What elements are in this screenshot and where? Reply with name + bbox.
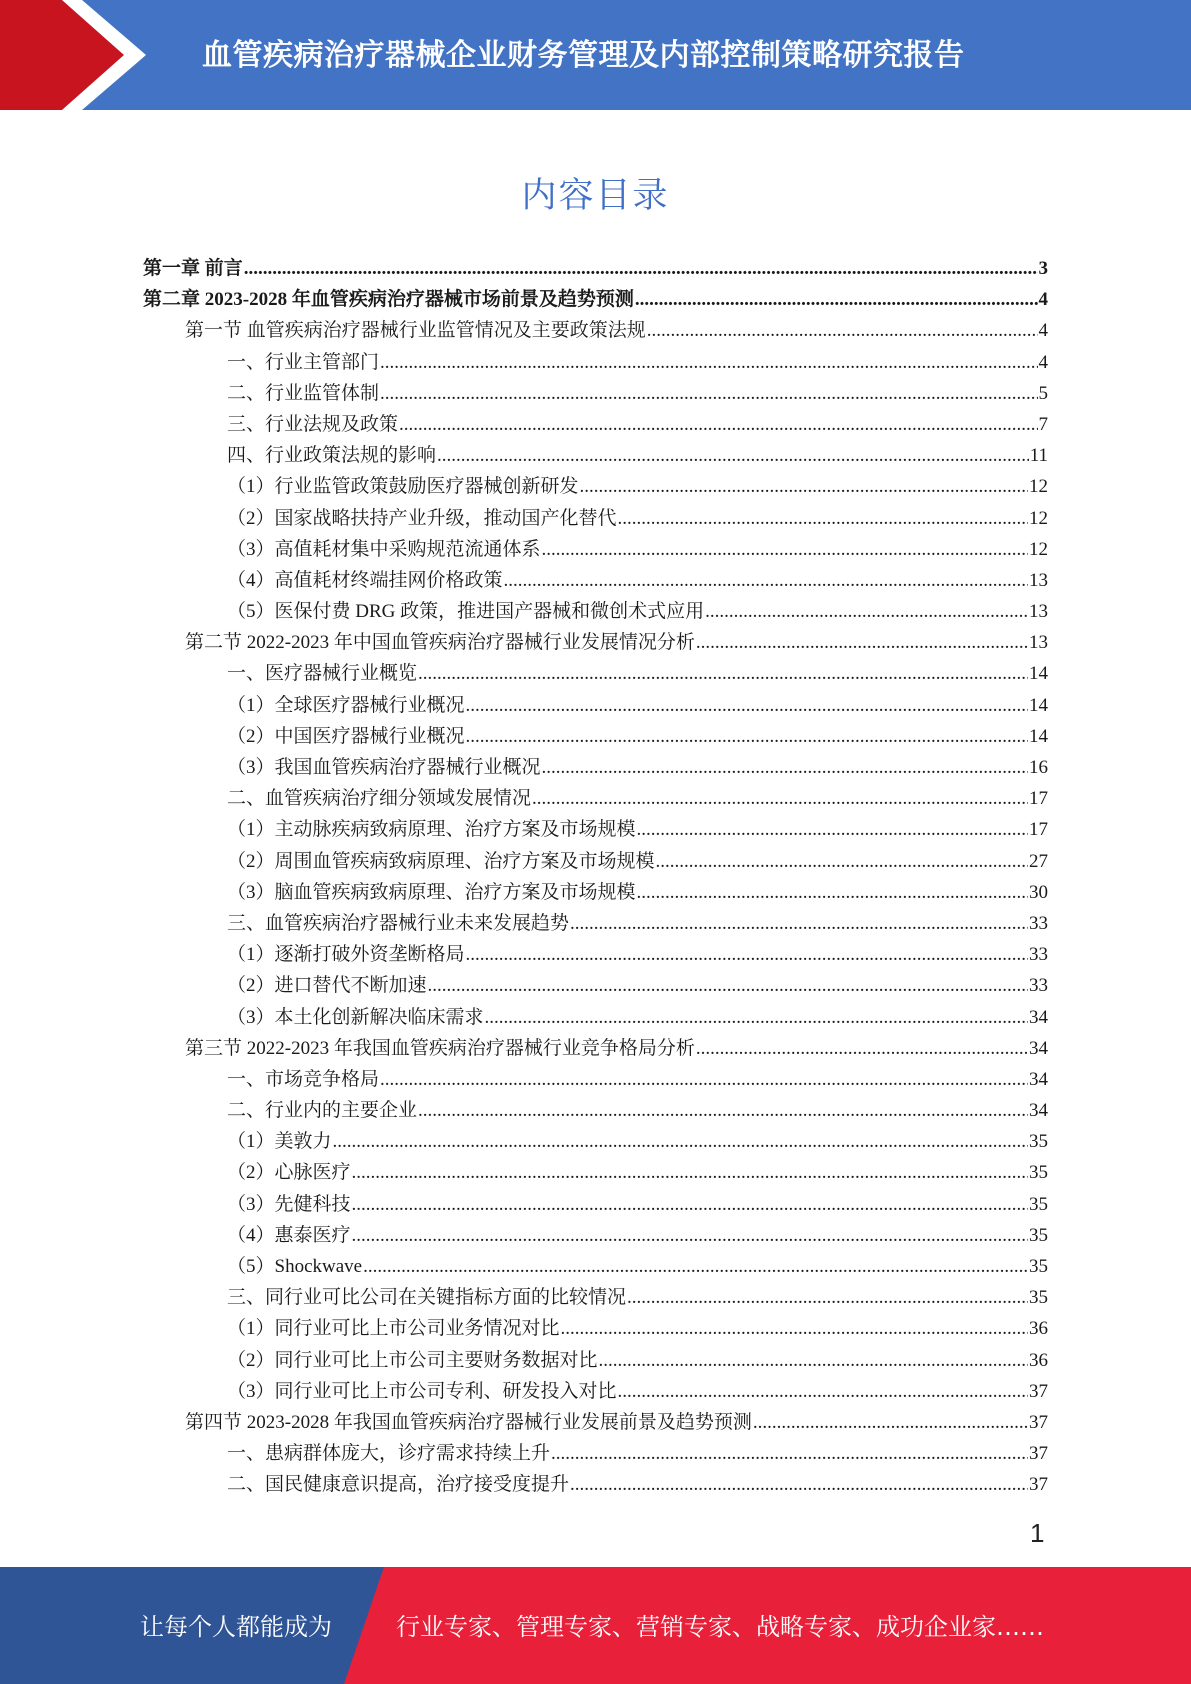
toc-entry-title: 二、血管疾病治疗细分领域发展情况 (227, 788, 532, 810)
toc-entry-title: （3）本土化创新解决临床需求 (227, 1006, 484, 1028)
toc-entry-page: 12 (1029, 476, 1048, 498)
toc-entry-page: 14 (1029, 663, 1048, 685)
toc-entry[interactable] (143, 1033, 1048, 1064)
toc-entry[interactable] (143, 315, 1048, 346)
toc-entry-page: 35 (1029, 1131, 1048, 1153)
toc-entry-page: 34 (1029, 1006, 1048, 1028)
toc-entry-page: 5 (1038, 382, 1048, 404)
toc-entry-title: （5）医保付费 DRG 政策，推进国产器械和微创术式应用 (227, 601, 705, 623)
footer-slogan-right: 行业专家、管理专家、营销专家、战略专家、成功企业家…… (396, 1613, 1044, 1641)
toc-dot-leader (618, 1376, 1028, 1407)
header-chevron-icon (0, 0, 160, 110)
toc-dot-leader (635, 284, 1038, 315)
toc-entry-page: 16 (1029, 757, 1048, 778)
toc-dot-leader (363, 1251, 1028, 1282)
toc-dot-leader (466, 690, 1028, 721)
toc-entry-page: 35 (1029, 1224, 1048, 1246)
toc-entry[interactable] (143, 1189, 1048, 1220)
table-of-contents (143, 253, 1048, 1501)
toc-dot-leader (542, 534, 1028, 565)
report-title: 血管疾病治疗器械企业财务管理及内部控制策略研究报告 (202, 38, 965, 73)
toc-entry-page: 37 (1029, 1443, 1048, 1465)
toc-entry[interactable] (143, 471, 1048, 502)
toc-entry-page: 33 (1029, 944, 1048, 966)
toc-entry[interactable] (143, 627, 1048, 658)
toc-entry-page: 14 (1029, 725, 1048, 747)
toc-entry-title: （1）同行业可比上市公司业务情况对比 (227, 1318, 560, 1340)
toc-entry-title: （1）美敦力 (227, 1131, 332, 1153)
toc-dot-leader (561, 1313, 1028, 1344)
toc-entry-title: （2）中国医疗器械行业概况 (227, 725, 465, 747)
toc-dot-leader (696, 1033, 1028, 1064)
toc-dot-leader (380, 347, 1037, 378)
toc-entry[interactable] (143, 1157, 1048, 1188)
toc-entry[interactable] (143, 752, 1048, 783)
toc-entry-page: 33 (1029, 975, 1048, 997)
toc-entry-title: 三、血管疾病治疗器械行业未来发展趋势 (227, 912, 570, 934)
toc-dot-leader (380, 1064, 1028, 1095)
toc-entry-page: 34 (1029, 1068, 1048, 1090)
toc-entry-page: 36 (1029, 1318, 1048, 1340)
toc-entry-title: 二、国民健康意识提高，治疗接受度提升 (227, 1474, 570, 1496)
toc-entry-page: 35 (1029, 1193, 1048, 1215)
toc-dot-leader (352, 1189, 1028, 1220)
toc-entry-page: 3 (1038, 258, 1048, 279)
toc-entry-title: （2）进口替代不断加速 (227, 975, 427, 997)
toc-entry-title: （2）心脉医疗 (227, 1162, 351, 1184)
toc-entry-title: （4）高值耗材终端挂网价格政策 (227, 569, 503, 591)
toc-entry-page: 35 (1029, 1162, 1048, 1184)
toc-entry[interactable] (143, 690, 1048, 721)
toc-entry[interactable] (143, 284, 1048, 315)
toc-entry-title: （3）脑血管疾病致病原理、治疗方案及市场规模 (227, 881, 636, 903)
toc-entry-title: 一、行业主管部门 (227, 351, 380, 373)
toc-entry-title: 一、医疗器械行业概览 (227, 663, 418, 685)
toc-entry-title: 三、行业法规及政策 (227, 413, 399, 435)
toc-dot-leader (333, 1126, 1028, 1157)
toc-entry-title: 第二章 2023-2028 年血管疾病治疗器械市场前景及趋势预测 (143, 289, 634, 311)
toc-entry[interactable] (143, 814, 1048, 845)
toc-entry-page: 17 (1029, 788, 1048, 810)
toc-dot-leader (599, 1345, 1028, 1376)
toc-entry-page: 37 (1029, 1380, 1048, 1402)
toc-dot-leader (696, 627, 1028, 658)
toc-dot-leader (466, 939, 1028, 970)
toc-entry[interactable] (143, 565, 1048, 596)
report-footer (0, 1567, 1191, 1684)
toc-entry-page: 4 (1038, 289, 1048, 311)
toc-entry-title: 第一节 血管疾病治疗器械行业监管情况及主要政策法规 (185, 320, 646, 342)
toc-entry-title: （3）同行业可比上市公司专利、研发投入对比 (227, 1380, 617, 1402)
toc-entry[interactable] (143, 378, 1048, 409)
toc-entry-title: （1）主动脉疾病致病原理、治疗方案及市场规模 (227, 819, 636, 841)
toc-entry[interactable] (143, 1407, 1048, 1438)
toc-dot-leader (542, 752, 1028, 783)
toc-dot-leader (647, 315, 1038, 346)
toc-dot-leader (637, 877, 1028, 908)
toc-entry[interactable] (143, 658, 1048, 689)
toc-entry-page: 4 (1038, 320, 1048, 342)
toc-entry-title: 第三节 2022-2023 年我国血管疾病治疗器械行业竞争格局分析 (185, 1037, 695, 1059)
toc-entry-page: 7 (1038, 413, 1048, 435)
toc-entry[interactable] (143, 783, 1048, 814)
toc-entry[interactable] (143, 1438, 1048, 1469)
toc-dot-leader (627, 1282, 1028, 1313)
toc-entry-title: 第四节 2023-2028 年我国血管疾病治疗器械行业发展前景及趋势预测 (185, 1411, 752, 1433)
toc-entry-page: 12 (1029, 538, 1048, 560)
toc-entry-title: （3）我国血管疾病治疗器械行业概况 (227, 757, 541, 778)
toc-dot-leader (580, 471, 1028, 502)
toc-entry-page: 13 (1029, 601, 1048, 623)
toc-entry-page: 37 (1029, 1474, 1048, 1496)
report-header (0, 0, 1191, 110)
toc-entry-title: （3）先健科技 (227, 1193, 351, 1215)
toc-entry[interactable] (143, 939, 1048, 970)
toc-dot-leader (485, 1002, 1028, 1033)
toc-entry-title: （1）逐渐打破外资垄断格局 (227, 944, 465, 966)
toc-entry-page: 4 (1038, 351, 1048, 373)
toc-dot-leader (570, 1469, 1028, 1500)
toc-entry-page: 13 (1029, 569, 1048, 591)
toc-dot-leader (637, 814, 1028, 845)
toc-entry-page: 35 (1029, 1287, 1048, 1309)
toc-dot-leader (352, 1157, 1028, 1188)
toc-dot-leader (504, 565, 1028, 596)
toc-entry-title: 一、市场竞争格局 (227, 1068, 380, 1090)
toc-entry[interactable] (143, 409, 1048, 440)
toc-dot-leader (705, 596, 1028, 627)
toc-entry-title: 第一章 前言 (143, 258, 243, 279)
toc-entry[interactable] (143, 534, 1048, 565)
toc-dot-leader (380, 378, 1037, 409)
toc-dot-leader (244, 253, 1038, 284)
toc-entry-title: 四、行业政策法规的影响 (227, 445, 437, 467)
toc-entry-page: 37 (1029, 1411, 1048, 1433)
toc-entry[interactable] (143, 1469, 1048, 1500)
toc-entry-page: 27 (1029, 850, 1048, 872)
toc-heading: 内容目录 (521, 176, 670, 216)
toc-entry[interactable] (143, 1345, 1048, 1376)
toc-entry[interactable] (143, 721, 1048, 752)
toc-entry-title: （2）国家战略扶持产业升级，推动国产化替代 (227, 507, 617, 529)
toc-entry[interactable] (143, 1282, 1048, 1313)
toc-entry-page: 14 (1029, 694, 1048, 716)
toc-dot-leader (466, 721, 1028, 752)
toc-entry[interactable] (143, 1095, 1048, 1126)
toc-entry[interactable] (143, 596, 1048, 627)
toc-dot-leader (570, 908, 1028, 939)
toc-dot-leader (352, 1220, 1028, 1251)
toc-entry[interactable] (143, 846, 1048, 877)
toc-entry-title: 第二节 2022-2023 年中国血管疾病治疗器械行业发展情况分析 (185, 632, 695, 654)
toc-entry[interactable] (143, 1376, 1048, 1407)
toc-entry[interactable] (143, 1064, 1048, 1095)
toc-entry[interactable] (143, 1220, 1048, 1251)
toc-entry-title: （3）高值耗材集中采购规范流通体系 (227, 538, 541, 560)
toc-entry-page: 17 (1029, 819, 1048, 841)
toc-entry-page: 33 (1029, 912, 1048, 934)
toc-entry-title: （5）Shockwave (227, 1256, 363, 1277)
page-number: 1 (1030, 1518, 1045, 1548)
toc-entry[interactable] (143, 1126, 1048, 1157)
toc-entry-title: （1）全球医疗器械行业概况 (227, 694, 465, 716)
toc-entry[interactable] (143, 440, 1048, 471)
toc-entry[interactable] (143, 877, 1048, 908)
toc-entry-title: 二、行业内的主要企业 (227, 1100, 418, 1122)
toc-entry[interactable] (143, 347, 1048, 378)
toc-dot-leader (618, 503, 1028, 534)
toc-entry[interactable] (143, 908, 1048, 939)
toc-entry[interactable] (143, 253, 1048, 284)
toc-dot-leader (399, 409, 1037, 440)
toc-entry-page: 36 (1029, 1349, 1048, 1371)
toc-dot-leader (437, 440, 1029, 471)
toc-dot-leader (428, 970, 1028, 1001)
footer-slogan-left: 让每个人都能成为 (140, 1613, 332, 1641)
toc-dot-leader (418, 1095, 1028, 1126)
toc-entry[interactable] (143, 503, 1048, 534)
toc-entry-page: 13 (1029, 632, 1048, 654)
toc-entry-page: 11 (1029, 445, 1048, 467)
toc-entry-page: 34 (1029, 1037, 1048, 1059)
toc-dot-leader (418, 658, 1028, 689)
toc-entry-page: 35 (1029, 1256, 1048, 1277)
toc-entry-title: （4）惠泰医疗 (227, 1224, 351, 1246)
toc-dot-leader (753, 1407, 1028, 1438)
toc-entry-title: （1）行业监管政策鼓励医疗器械创新研发 (227, 476, 579, 498)
toc-dot-leader (656, 846, 1028, 877)
toc-entry-title: 一、患病群体庞大，诊疗需求持续上升 (227, 1443, 551, 1465)
toc-entry[interactable] (143, 1313, 1048, 1344)
toc-entry-title: （2）同行业可比上市公司主要财务数据对比 (227, 1349, 598, 1371)
toc-dot-leader (551, 1438, 1028, 1469)
toc-entry-page: 12 (1029, 507, 1048, 529)
toc-dot-leader (532, 783, 1028, 814)
toc-entry-title: （2）周围血管疾病致病原理、治疗方案及市场规模 (227, 850, 655, 872)
toc-entry-title: 三、同行业可比公司在关键指标方面的比较情况 (227, 1287, 627, 1309)
toc-entry-title: 二、行业监管体制 (227, 382, 380, 404)
toc-entry-page: 34 (1029, 1100, 1048, 1122)
toc-entry-page: 30 (1029, 881, 1048, 903)
toc-entry[interactable] (143, 1002, 1048, 1033)
toc-entry[interactable] (143, 970, 1048, 1001)
toc-entry[interactable] (143, 1251, 1048, 1282)
